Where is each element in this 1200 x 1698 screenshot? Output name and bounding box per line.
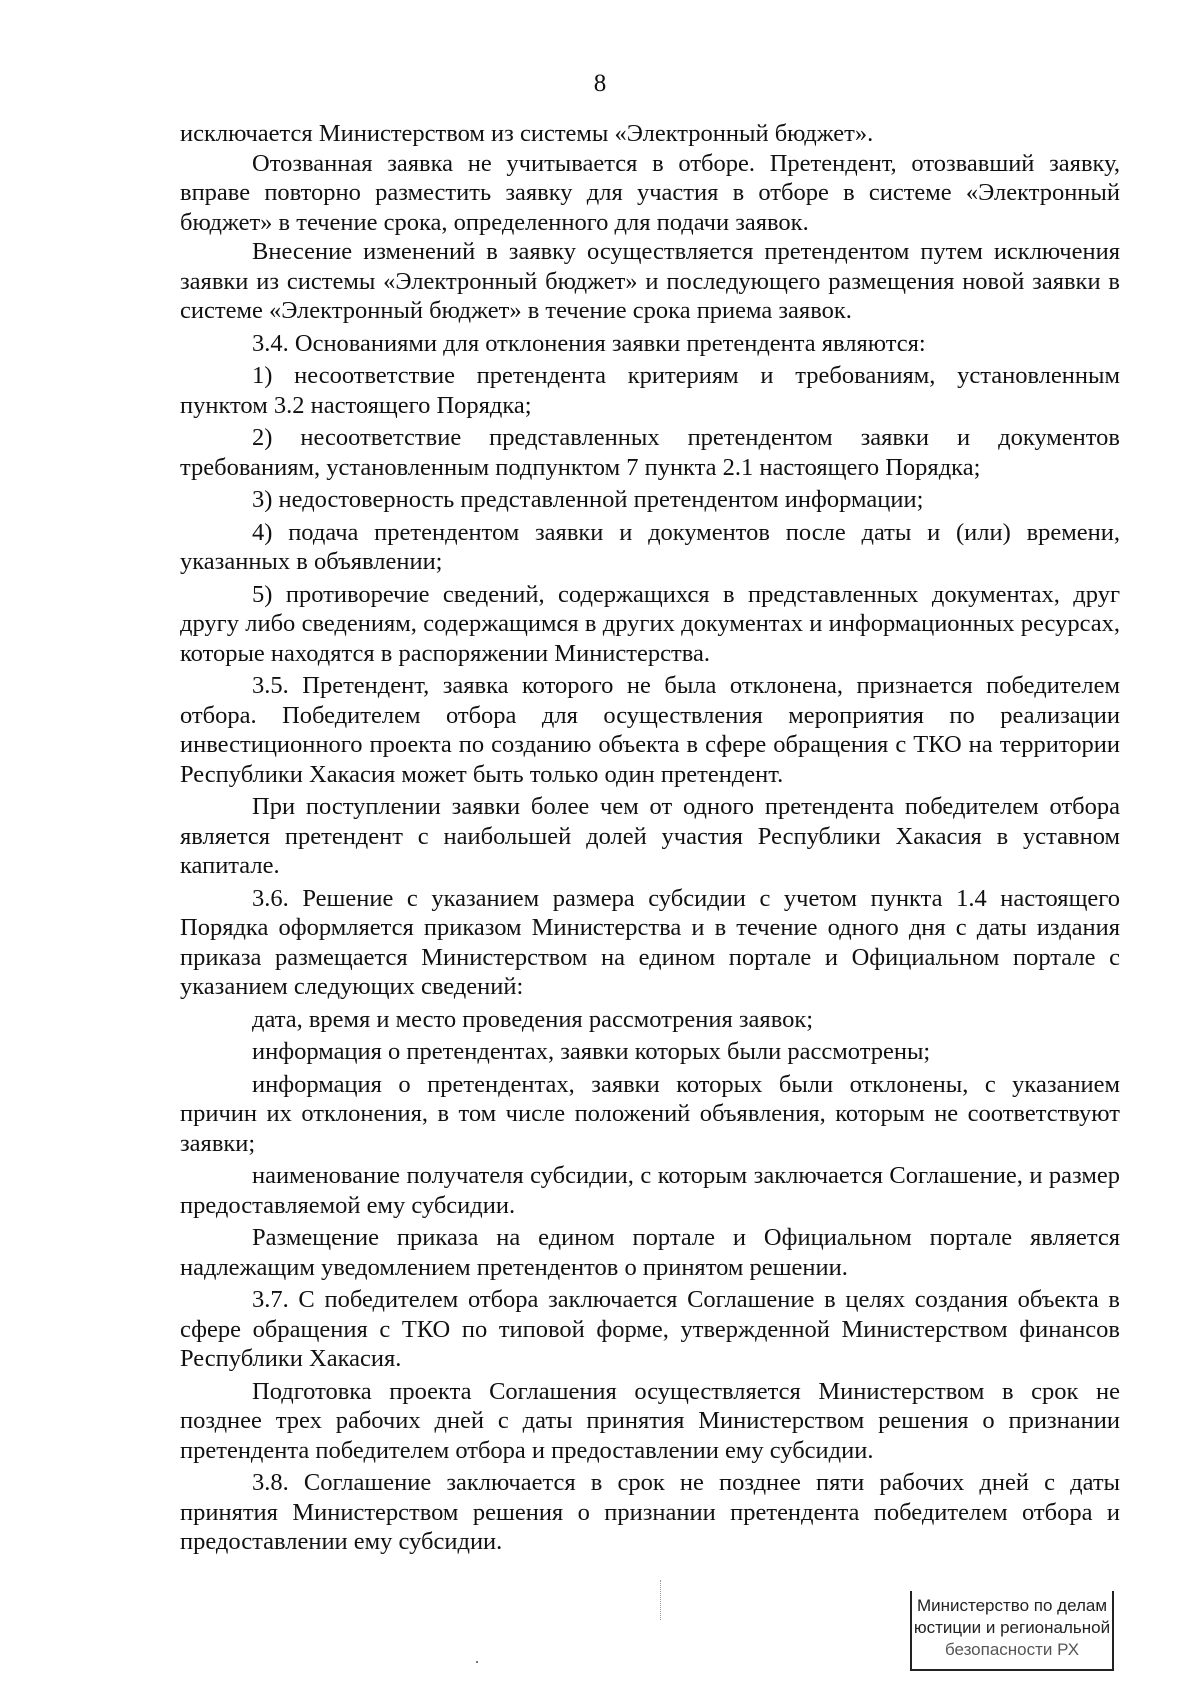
clause-3-4: 3.4. Основаниями для отклонения заявки претендента являются: <box>252 329 926 357</box>
clause-3-5: 3.5. Претендент, заявка которого не была отклонена, признается победителем отбора. Победителем отбора для осуществления мероприятия по реализации инвестиционного проекта по созданию объекта в сфере обращения с ТКО на территории Республики Хакасия может быть только один претендент. <box>180 672 1120 788</box>
list-item-5: 5) противоречие сведений, содержащихся в представленных документах, друг другу либо сведениям, содержащимся в других документах и информационных ресурсах, которые находятся в распоряжении Министерства. <box>180 580 1120 667</box>
clause-3-8: 3.8. Соглашение заключается в срок не позднее пяти рабочих дней с даты принятия Министерством решения о признании претендента победителем отбора и предоставлении ему субсидии. <box>180 1469 1120 1555</box>
paragraph-1: исключается Министерством из системы «Электронный бюджет». <box>180 120 874 147</box>
scan-artifact-line <box>660 1580 662 1620</box>
list-item-4: 4) подача претендентом заявки и документов после даты и (или) времени, указанных в объявлении; <box>180 518 1120 575</box>
list-item-1: 1) несоответствие претендента критериям и требованиям, установленным пунктом 3.2 настоящего Порядка; <box>180 362 1120 419</box>
document-body <box>180 119 1120 1557</box>
clause-3-7: 3.7. С победителем отбора заключается Соглашение в целях создания объекта в сфере обращения с ТКО по типовой форме, утвержденной Министерством финансов Республики Хакасия. <box>180 1286 1120 1372</box>
clause-3-6: 3.6. Решение с указанием размера субсидии с учетом пункта 1.4 настоящего Порядка оформляется приказом Министерства и в течение одного дня с даты издания приказа размещается Министерством на едином портале и Официальном портале с указанием следующих сведений: <box>180 884 1120 1000</box>
info-item-4: наименование получателя субсидии, с которым заключается Соглашение, и размер предоставляемой ему субсидии. <box>180 1162 1120 1219</box>
paragraph-agreement-prep: Подготовка проекта Соглашения осуществляется Министерством в срок не позднее трех рабочих дней с даты принятия Министерством решения о признании претендента победителем отбора и предоставлении ему субсидии. <box>180 1377 1120 1464</box>
paragraph-2: Отозванная заявка не учитывается в отборе. Претендент, отозвавший заявку, вправе повторно разместить заявку для участия в отборе в системе «Электронный бюджет» в течение срока, определенного для подачи заявок. <box>180 149 1120 236</box>
info-item-1: дата, время и место проведения рассмотрения заявок; <box>252 1005 814 1033</box>
stamp-line-1: Министерство по делам <box>916 1596 1108 1615</box>
paragraph-winner: При поступлении заявки более чем от одного претендента победителем отбора является претендент с наибольшей долей участия Республики Хакасия в уставном капитале. <box>180 793 1120 879</box>
list-item-2: 2) несоответствие представленных претендентом заявки и документов требованиям, установленным подпунктом 7 пункта 2.1 настоящего Порядка; <box>180 424 1120 481</box>
paragraph-notification: Размещение приказа на едином портале и Официальном портале является надлежащим уведомлением претендентов о принятом решении. <box>180 1224 1120 1281</box>
scan-artifact-dot <box>476 1661 478 1663</box>
page-number: 8 <box>593 70 607 97</box>
info-item-2: информация о претендентах, заявки которых были рассмотрены; <box>252 1038 931 1065</box>
list-item-3: 3) недостоверность представленной претендентом информации; <box>252 486 924 513</box>
paragraph-3: Внесение изменений в заявку осуществляется претендентом путем исключения заявки из системы «Электронный бюджет» и последующего размещения новой заявки в системе «Электронный бюджет» в течение срока приема заявок. <box>180 238 1120 324</box>
ministry-stamp <box>910 1591 1114 1671</box>
stamp-line-3: безопасности РХ <box>944 1640 1080 1659</box>
info-item-3: информация о претендентах, заявки которых были отклонены, с указанием причин их отклонения, в том числе положений объявления, которым не соответствуют заявки; <box>180 1070 1120 1157</box>
stamp-line-2: юстиции и региональной <box>913 1618 1111 1637</box>
